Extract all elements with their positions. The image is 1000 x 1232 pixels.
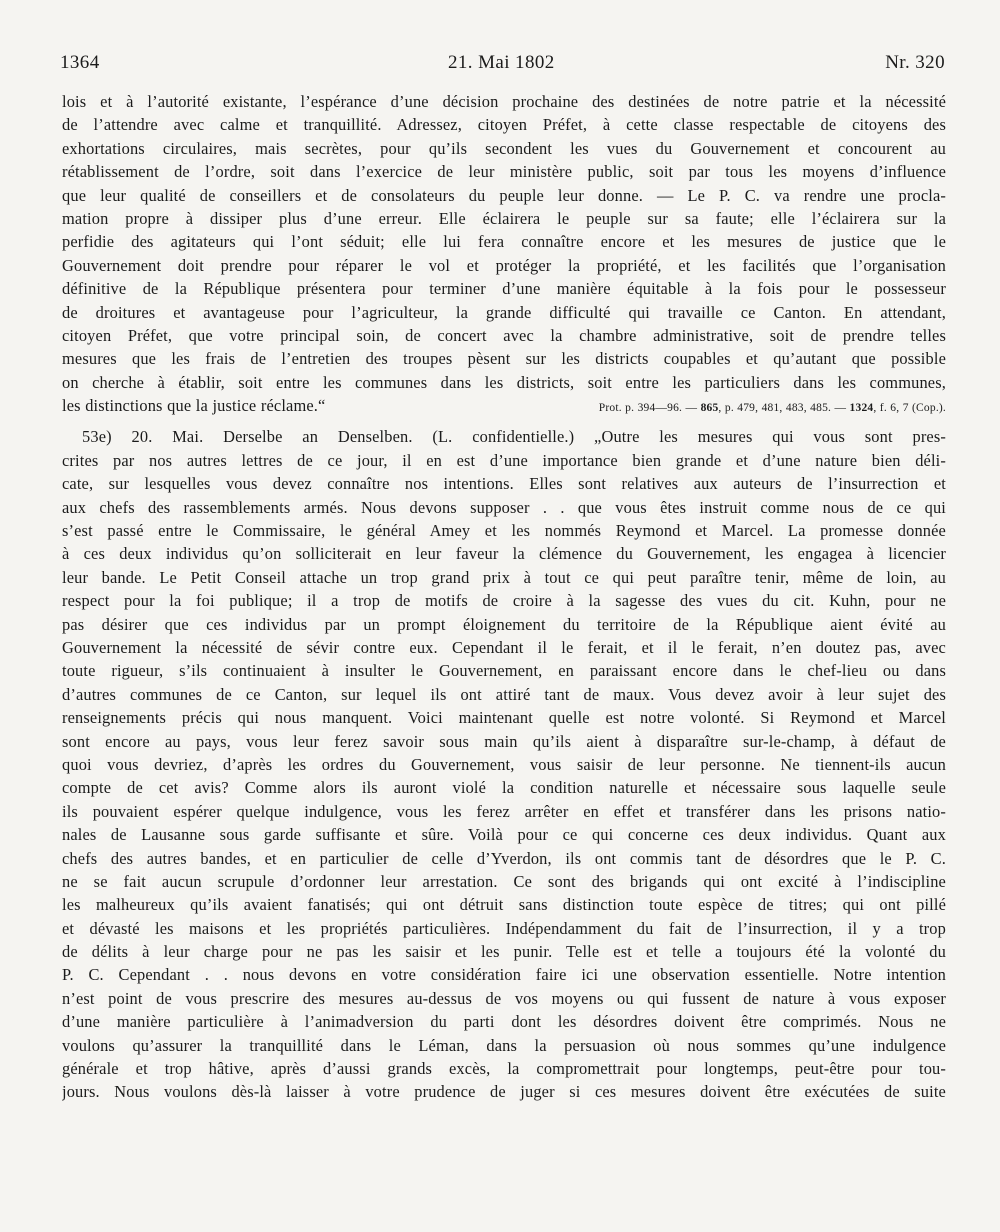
source-volume-1: 865 (700, 402, 719, 415)
text-line: renseignements précis qui nous manquent. Voici maintenant quelle est notre volonté. Si Reymond et Marcel (62, 708, 946, 728)
text-line: ils pouvaient espérer quelque indulgence, vous les ferez arrêter en effet et transférer dans les prisons natio- (62, 801, 946, 821)
text-line: 53e) 20. Mai. Derselbe an Denselben. (L. confidentielle.) „Outre les mesures qui vous sont pres- (82, 427, 946, 447)
text-line: de droitures et avantageuse pour l’agriculteur, la grande difficulté qui travaille ce Canton. En attendant, (62, 302, 946, 322)
source-suffix: , f. 6, 7 (Cop.). (873, 402, 946, 415)
text-line: compte de cet avis? Comme alors ils auront violé la condition naturelle et nécessaire sous laquelle seule (62, 778, 946, 798)
source-pages: , p. 479, 481, 483, 485. — (718, 402, 850, 415)
text-line: respect pour la foi publique; il a trop de motifs de croire à la sagesse des vues du cit. Kuhn, pour ne (62, 591, 946, 611)
source-volume-2: 1324 (849, 402, 874, 415)
text-line: d’une manière particulière à l’animadversion du parti dont les désordres doivent être comprimés. Nous ne (62, 1012, 946, 1032)
text-line: mation propre à dissiper plus d’une erreur. Elle éclairera le peuple sur sa faute; elle l’éclairera sur la (62, 208, 946, 228)
page-header (60, 52, 945, 82)
text-line: mesures que les frais de l’entretien des troupes pèsent sur les districts coupables et qu’autant que possible (62, 349, 946, 369)
text-line: Gouvernement doit prendre pour réparer le vol et protéger la propriété, et les facilités que l’organisation (62, 255, 946, 275)
text-line: lois et à l’autorité existante, l’espérance d’une décision prochaine des destinées de notre patrie et la nécessité (62, 92, 946, 111)
paragraph-closing-line (62, 394, 946, 417)
text-line: citoyen Préfet, que votre principal soin, de concert avec la chambre administrative, soit de prendre telles (62, 325, 946, 345)
text-line: de délits à leur charge pour ne pas les saisir et les punir. Telle est et telle a toujours été la volonté du (62, 942, 946, 962)
text-line: sont encore au pays, vous leur ferez savoir sous main qu’ils aient à disparaître sur-le-champ, à défaut de (62, 731, 946, 751)
text-line: générale et trop hâtive, après d’aussi grands excès, la compromettrait pour longtemps, peut-être pour tou- (62, 1059, 946, 1079)
text-line: pas désirer que ces individus par un prompt éloignement du territoire de la République aient évité au (62, 614, 946, 634)
text-line: d’autres communes de ce Canton, sur lequel ils ont attiré tant de maux. Vous devez avoir à leur sujet des (62, 684, 946, 704)
text-line: voulons qu’assurer la tranquillité dans le Léman, dans la persuasion où nous sommes qu’une indulgence (62, 1035, 946, 1055)
text-line: n’est point de vous prescrire des mesures au-dessus de vos moyens ou qui fussent de nature à vous exposer (62, 988, 946, 1008)
text-line: et dévasté les maisons et les propriétés particulières. Indépendamment du fait de l’insurrection, il y a trop (62, 918, 946, 938)
source-citation (599, 397, 946, 420)
text-line: aux chefs des rassemblements armés. Nous devons supposer . . que vous êtes instruit comme nous de ce qui (62, 497, 946, 517)
closing-text: les distinctions que la justice réclame.“ (62, 396, 326, 416)
text-line: on cherche à établir, soit entre les communes dans les districts, soit entre les particuliers dans les communes, (62, 372, 946, 392)
page-number: 1364 (60, 52, 100, 73)
text-line: s’est passé entre le Commissaire, le général Amey et les nommés Reymond et Marcel. La promesse donnée (62, 521, 946, 541)
text-line: ne se fait aucun scrupule d’ordonner leur arrestation. Ce sont des brigands qui ont excité à l’indiscipline (62, 871, 946, 891)
text-line: perfidie des agitateurs qui l’ont séduit; elle lui fera connaître encore et les mesures de justice que le (62, 232, 946, 252)
text-line: nales de Lausanne sous garde suffisante et sûre. Voilà pour ce qui concerne ces deux individus. Quant aux (62, 825, 946, 845)
text-line: exhortations circulaires, mais secrètes, pour qu’ils secondent les vues du Gouvernement et concourent au (62, 138, 946, 158)
text-line: cate, sur lesquelles vous devez connaître nos intentions. Elles sont relatives aux auteurs de l’insurrection et (62, 474, 946, 494)
text-line: leur bande. Le Petit Conseil attache un trop grand prix à tout ce qui peut paraître tenir, même de loin, au (62, 567, 946, 587)
document-number: Nr. 320 (885, 52, 945, 73)
text-line: que leur qualité de conseillers et de consolateurs du peuple leur donne. — Le P. C. va rendre une procla- (62, 185, 946, 205)
text-line: quoi vous devriez, d’après les ordres du Gouvernement, vous saisir de leur personne. Ne tiennent-ils aucun (62, 754, 946, 774)
text-line: crites par nos autres lettres de ce jour, il en est d’une importance bien grande et d’une nature bien déli- (62, 450, 946, 470)
source-prefix: Prot. p. 394—96. — (598, 402, 701, 415)
header-date: 21. Mai 1802 (448, 52, 555, 73)
text-line: les malheureux qu’ils avaient fanatisés; qui ont détruit sans distinction toute espèce de titres; qui ont pillé (62, 895, 946, 915)
text-line: jours. Nous voulons dès-là laisser à votre prudence de juger si ces mesures doivent être exécutées de suite (62, 1082, 946, 1102)
text-line: P. C. Cependant . . nous devons en votre considération faire ici une observation essentielle. Notre intention (62, 965, 946, 985)
text-line: toute rigueur, s’ils continuaient à insulter le Gouvernement, en paraissant encore dans le chef-lieu ou dans (62, 661, 946, 681)
paragraph-letter-53e (62, 425, 946, 1103)
body-text (62, 90, 946, 1104)
text-line: définitive de la République présentera pour terminer d’une manière équitable à la fois pour le possesseur (62, 279, 946, 299)
text-line: à ces deux individus qu’on solliciterait en leur faveur la clémence du Gouvernement, les engagea à licencier (62, 544, 946, 564)
text-line: Gouvernement la nécessité de sévir contre eux. Cependant il le ferait, et il le ferait, n’en doutez pas, avec (62, 637, 946, 657)
text-line: rétablissement de l’ordre, soit dans l’exercice de leur ministère public, soit par tous les moyens d’influence (62, 162, 946, 182)
text-line: chefs des autres bandes, et en particulier de celle d’Yverdon, ils ont commis tant de désordres que le P. C. (62, 848, 946, 868)
paragraph-continuation (62, 90, 946, 394)
text-line: de l’attendre avec calme et tranquillité. Adressez, citoyen Préfet, à cette classe respectable de citoyens des (62, 115, 946, 135)
